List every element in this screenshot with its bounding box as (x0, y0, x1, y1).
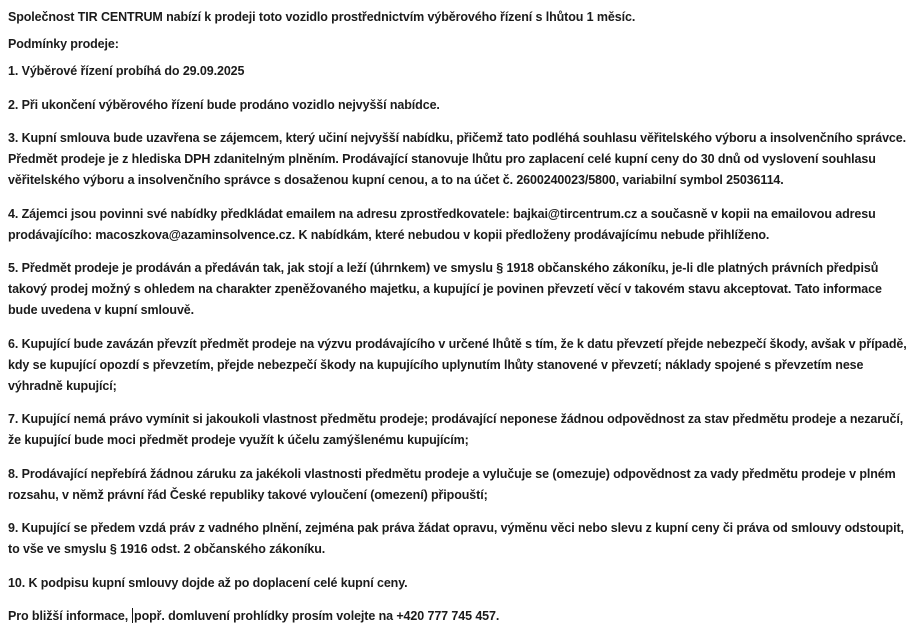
text-line: výhradně kupující; (8, 378, 117, 393)
text-line: 5. Předmět prodeje je prodáván a předáván tak, jak stojí a leží (úhrnkem) ve smyslu § 1918 občanského zákoníku, je-li dle platných právních předpisů (8, 261, 879, 275)
contact-paragraph (8, 606, 916, 627)
text-line: 3. Kupní smlouva bude uzavřena se zájemcem, který učiní nejvyšší nabídku, přičemž tato podléhá souhlasu věřitelského výboru a insolvenčního správce. (8, 131, 907, 145)
text-line: Podmínky prodeje: (8, 37, 119, 51)
text-line: bude uvedena v kupní smlouvě. (8, 303, 195, 317)
intro-paragraph (8, 7, 916, 28)
text-line: to vše ve smyslu § 1916 odst. 2 občanského zákoníku. (8, 542, 326, 556)
text-line: kdy se kupující opozdí s převzetím, přejde nebezpečí škody na kupujícího uplynutím lhůty stanovené v převzetí; náklady spojené s převzetím nese (8, 357, 864, 372)
text-line: 8. Prodávající nepřebírá žádnou záruku za jakékoli vlastnosti předmětu prodeje a vylučuje se (omezuje) odpovědnost za vady předmětu prodeje v plném (8, 466, 896, 481)
text-line: 4. Zájemci jsou povinni své nabídky předkládat emailem na adresu zprostředkovatele: bajkai@tircentrum.cz a současně v kopii na emailovou adresu (8, 206, 876, 221)
text-line: 1. Výběrové řízení probíhá do 29.09.2025 (8, 64, 245, 78)
text-line: 6. Kupující bude zavázán převzít předmět prodeje na výzvu prodávajícího v určené lhůtě s tím, že k datu převzetí přejde nebezpečí škody, avšak v případě, (8, 336, 907, 351)
text-line: 2. Při ukončení výběrového řízení bude prodáno vozidlo nejvyšší nabídce. (8, 97, 440, 112)
text-line: 9. Kupující se předem vzdá práv z vadného plnění, zejména pak práva žádat opravu, výměnu věci nebo slevu z kupní ceny či práva od smlouvy odstoupit, (8, 521, 904, 535)
conditions-heading (8, 34, 916, 55)
text-line: věřitelského výboru a insolvenčního správce s dosaženou kupní cenou, a to na účet č. 2600240023/5800, variabilní symbol 25036114. (8, 173, 784, 187)
text-line: takový prodej možný s ohledem na charakter zpeněžovaného majetku, a kupující je povinen převzetí věcí v takovém stavu akceptovat. Tato informace (8, 282, 882, 296)
contact-line (8, 609, 499, 623)
contact-text-before-cursor: Pro bližší informace, (8, 609, 132, 623)
text-line: že kupující bude moci předmět prodeje využít k účelu zamýšlenému kupujícím; (8, 433, 469, 447)
text-line: 7. Kupující nemá právo vymínit si jakoukoli vlastnost předmětu prodeje; prodávající neponese žádnou odpovědnost za stav předmětu prodeje a nezaručí, (8, 412, 904, 426)
text-line: rozsahu, v němž právní řád České republiky takové vyloučení (omezení) připouští; (8, 487, 488, 502)
text-line: Společnost TIR CENTRUM nabízí k prodeji toto vozidlo prostřednictvím výběrového řízení s lhůtou 1 měsíc. (8, 10, 636, 24)
text-cursor (132, 608, 134, 623)
text-line: Předmět prodeje je z hlediska DPH zdanitelným plněním. Prodávající stanovuje lhůtu pro zaplacení celé kupní ceny do 30 dnů od vyslovení souhlasu (8, 152, 876, 166)
contact-text-after-cursor: popř. domluvení prohlídky prosím volejte na +420 777 745 457. (134, 609, 500, 623)
text-line: 10. K podpisu kupní smlouvy dojde až po doplacení celé kupní ceny. (8, 575, 408, 590)
text-line: prodávajícího: macoszkova@azaminsolvence.cz. K nabídkám, které nebudou v kopii předloženy prodávajícímu nebude přihlíženo. (8, 227, 770, 242)
